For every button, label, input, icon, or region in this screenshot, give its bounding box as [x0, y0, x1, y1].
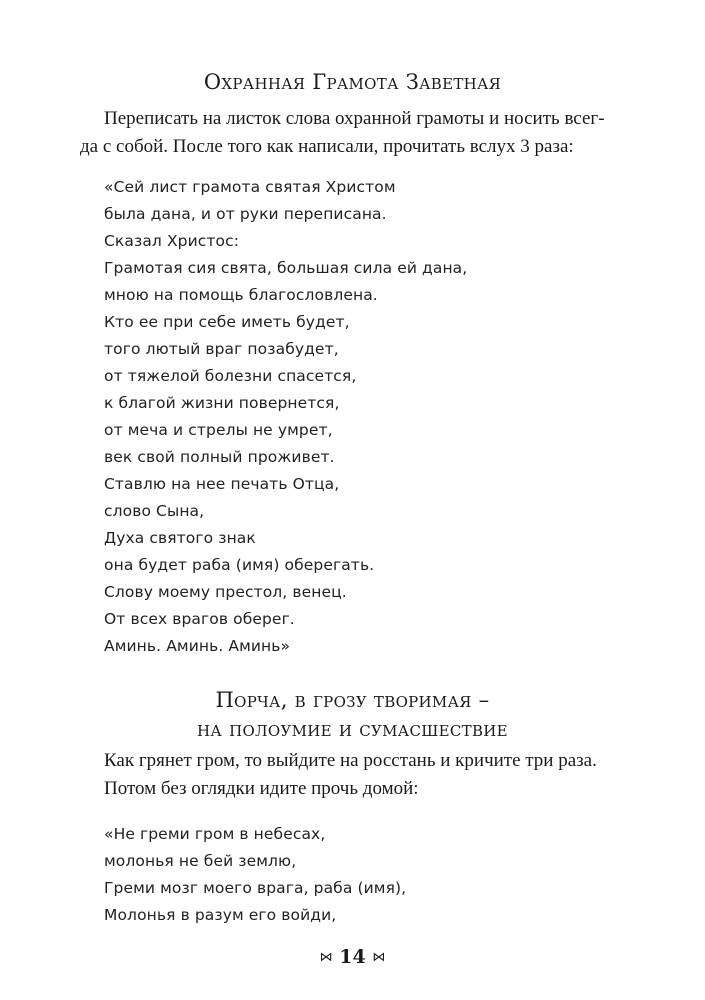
section1-title: Охранная Грамота Заветная — [203, 70, 502, 94]
verse-line: Кто ее при себе иметь будет, — [104, 313, 350, 331]
verse-line: слово Сына, — [104, 502, 205, 520]
verse-line: от тяжелой болезни спасется, — [104, 367, 357, 385]
verse-line: мною на помощь благословлена. — [104, 286, 378, 304]
section2-title-line-2: на полоумие и сумасшествие — [197, 717, 508, 741]
verse-line: того лютый враг позабудет, — [104, 340, 339, 358]
section2-intro-line-2: Потом без оглядки идите прочь домой: — [104, 778, 419, 799]
verse-line: Слову моему престол, венец. — [104, 583, 347, 601]
section1-intro-line-1: Переписать на листок слова охранной грамоты и носить всег- — [104, 108, 605, 129]
section2-intro-line-1: Как грянет гром, то выйдите на росстань и кричите три раза. — [104, 750, 597, 771]
verse-line: «Не греми гром в небесах, — [104, 825, 326, 843]
verse-line: Духа святого знак — [104, 529, 256, 547]
verse-line: Молонья в разум его войди, — [104, 906, 337, 924]
verse-line: она будет раба (имя) оберегать. — [104, 556, 375, 574]
ornament-right-icon: ⋈ — [372, 950, 386, 965]
verse-line: Аминь. Аминь. Аминь» — [104, 637, 291, 655]
verse-line: Ставлю на нее печать Отца, — [104, 475, 340, 493]
ornament-left-icon: ⋈ — [319, 950, 333, 965]
verse-line: Грамотая сия свята, большая сила ей дана, — [104, 259, 468, 277]
page-number: 14 — [339, 946, 366, 968]
section1-intro-line-2: да с собой. После того как написали, прочитать вслух 3 раза: — [80, 136, 574, 157]
verse-line: была дана, и от руки переписана. — [104, 205, 387, 223]
verse-line: «Сей лист грамота святая Христом — [104, 178, 396, 196]
verse-line: молонья не бей землю, — [104, 852, 297, 870]
verse-line: к благой жизни повернется, — [104, 394, 340, 412]
verse-line: Греми мозг моего врага, раба (имя), — [104, 879, 407, 897]
page-number-footer — [0, 946, 705, 968]
verse-line: Сказал Христос: — [104, 232, 240, 250]
verse-line: век свой полный проживет. — [104, 448, 335, 466]
verse-line: От всех врагов оберег. — [104, 610, 295, 628]
verse-line: от меча и стрелы не умрет, — [104, 421, 333, 439]
section2-title-line-1: Порча, в грозу творимая – — [215, 688, 490, 712]
